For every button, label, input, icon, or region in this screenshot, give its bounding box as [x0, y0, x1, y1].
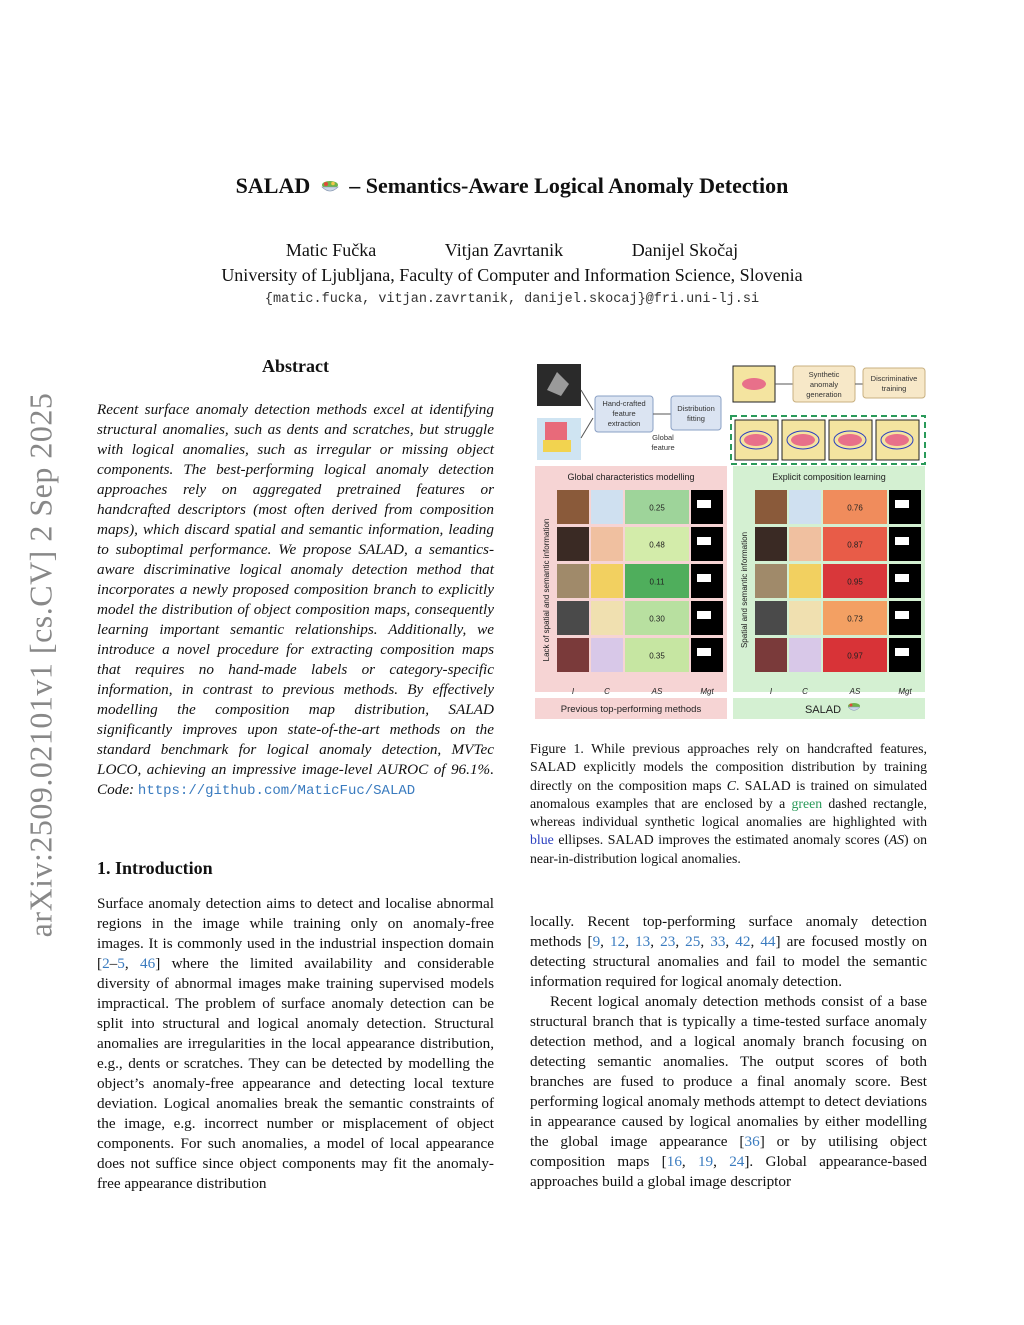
box-label: feature	[612, 409, 636, 418]
anomaly-score-value: 0.76	[847, 503, 863, 513]
author-3: Danijel Skočaj	[631, 240, 739, 260]
citation-separator: ,	[681, 1153, 698, 1170]
citation-separator: ,	[725, 933, 736, 950]
body-text: ]. Global appearance-based approaches build a global image descriptor	[530, 1153, 927, 1190]
input-image-cell	[557, 527, 589, 561]
ground-truth-mask-region	[895, 574, 909, 582]
citation-link[interactable]: 42	[735, 933, 751, 950]
citation-link[interactable]: 23	[660, 933, 676, 950]
input-image-cell	[557, 490, 589, 524]
composition-map-cell	[789, 490, 821, 524]
citation-link[interactable]: 13	[635, 933, 651, 950]
citation-link[interactable]: 5	[117, 955, 125, 972]
ground-truth-mask-region	[895, 537, 909, 545]
composition-map-cell	[591, 638, 623, 672]
body-text: ] or by utilising object composition maps [	[530, 1133, 928, 1170]
input-image-cell	[557, 601, 589, 635]
column-label: Mgt	[898, 687, 912, 696]
box-label: fitting	[687, 414, 705, 423]
ground-truth-mask-region	[895, 500, 909, 508]
synthetic-example-blob	[838, 434, 862, 446]
input-image-cell	[557, 564, 589, 598]
composition-map-cell	[789, 564, 821, 598]
box-label: Distribution	[677, 404, 715, 413]
composition-map-thumb	[543, 440, 571, 452]
composition-map-cell	[591, 527, 623, 561]
synthetic-example-blob	[744, 434, 768, 446]
figure-caption	[530, 740, 927, 868]
synthetic-example-blob	[885, 434, 909, 446]
input-image-cell	[755, 601, 787, 635]
paper-title	[0, 173, 1024, 199]
column-label: I	[769, 687, 773, 696]
body-text: locally. Recent top-performing surface anomaly detection methods [	[530, 913, 927, 950]
discriminative-training-box	[863, 368, 925, 398]
salad-icon	[320, 180, 340, 194]
anomaly-score-value: 0.48	[649, 540, 665, 550]
box-label: Synthetic	[808, 370, 840, 379]
flow-arrow	[581, 418, 593, 438]
citation-separator: ,	[713, 1153, 730, 1170]
citation-separator: ,	[124, 955, 140, 972]
citation-link[interactable]: 12	[610, 933, 626, 950]
global-feature-label: Global	[652, 433, 674, 442]
caption-green-word: green	[791, 795, 823, 811]
right-band-label: Explicit composition learning	[772, 472, 886, 482]
author-emails: {matic.fucka, vitjan.zavrtanik, danijel.skocaj}@fri.uni-lj.si	[264, 292, 760, 307]
composition-map-cell	[789, 527, 821, 561]
ground-truth-mask-region	[895, 611, 909, 619]
arxiv-stamp	[16, 380, 66, 950]
citation-group	[667, 1153, 745, 1170]
ground-truth-mask-region	[895, 648, 909, 656]
input-image-cell	[755, 564, 787, 598]
caption-blue-word: blue	[530, 832, 554, 848]
box-label: extraction	[607, 419, 641, 428]
body-text: Recent logical anomaly detection methods consist of a base structural branch that is typically a time-tested surface anomaly detection method, and a logical anomaly branch focusing on detecting semantic anomalies. The output scores of both branches are fused to produce a final anomaly score. Best performing logical anomaly methods attempt to detect deviations in appearance caused by logical anomalies by either modelling the global image appearance [	[530, 993, 927, 1150]
caption-text: . SALAD is trained on simulated anomalous examples that are enclosed by a	[530, 777, 927, 811]
citation-group	[593, 933, 776, 950]
citation-separator: ,	[625, 933, 636, 950]
composition-map-thumb	[742, 378, 766, 390]
title-part-1: SALAD	[235, 173, 311, 198]
citation-separator: ,	[700, 933, 711, 950]
anomaly-score-value: 0.30	[649, 614, 665, 624]
composition-map-cell	[789, 601, 821, 635]
flow-arrow	[581, 390, 593, 410]
box-label: Hand-crafted	[602, 399, 646, 408]
right-footer-label: SALAD	[804, 704, 842, 716]
anomaly-score-value: 0.73	[847, 614, 863, 624]
column-label: AS	[849, 687, 861, 696]
author-list	[0, 240, 1024, 261]
anomaly-score-value: 0.97	[847, 651, 863, 661]
right-side-label: Spatial and semantic information	[740, 531, 749, 649]
box-label: Discriminative	[870, 374, 918, 383]
caption-text: dashed rectangle, whereas individual synthetic logical anomalies are highlighted with	[530, 795, 927, 830]
figure-1	[533, 360, 929, 722]
left-side-label: Lack of spatial and semantic information	[542, 518, 551, 662]
citation-link[interactable]: 25	[685, 933, 701, 950]
composition-map-cell	[591, 564, 623, 598]
left-footer-label: Previous top-performing methods	[560, 704, 702, 715]
anomaly-score-value: 0.87	[847, 540, 863, 550]
anomaly-score-value: 0.11	[649, 577, 665, 587]
anomaly-score-value: 0.25	[649, 503, 665, 513]
left-grid	[557, 490, 723, 672]
ground-truth-mask-region	[697, 500, 711, 508]
global-feature-label: feature	[651, 443, 675, 452]
input-image-cell	[755, 638, 787, 672]
input-image-cell	[557, 638, 589, 672]
caption-math: AS	[888, 832, 905, 848]
citation-link[interactable]: 46	[140, 955, 156, 972]
intro-text: Surface anomaly detection aims to detect and localise abnormal regions in the image while training only on anomaly-free images. It is commonly used in the industrial inspection domain [	[97, 895, 494, 972]
left-band-label: Global characteristics modelling	[567, 472, 695, 482]
citation-link[interactable]: 9	[592, 933, 601, 950]
synthetic-thumbnails	[735, 420, 919, 460]
composition-map-thumb	[545, 422, 567, 440]
anomaly-score-value: 0.95	[847, 577, 863, 587]
column-label: I	[571, 687, 575, 696]
arxiv-id: arXiv:2509.02101v1 [cs.CV] 2 Sep 2025	[22, 392, 59, 938]
right-grid	[755, 490, 921, 672]
citation-link[interactable]: 33	[710, 933, 726, 950]
abstract-body: Recent surface anomaly detection methods excel at identifying structural anomalies, such as dents and scratches, but struggle with logical anomalies, such as irregular or missing object components. The best-performing logical anomaly detection approaches rely on aggregated pretrained features or handcrafted descriptors (most often derived from composition maps), which discard spatial and semantic information, leading to suboptimal performance. We propose SALAD, a semantics-aware discriminative logical anomaly detection method that incorporates a newly proposed composition branch to explicitly model the distribution of object composition maps, consequently learning important semantic relationships. Additionally, we introduce a novel procedure for extracting composition maps that requires no hand-made labels or category-specific information, in contrast to previous methods. By effectively modelling the composition map distribution, SALAD significantly improves upon state-of-the-art methods on the standard benchmark for logical anomaly detection, MVTec LOCO, achieving an impressive image-level AUROC of 96.1%. Code:	[97, 401, 494, 798]
code-link[interactable]: https://github.com/MaticFuc/SALAD	[137, 783, 416, 799]
caption-text: Figure 1. While previous approaches rely on handcrafted features, SALAD explicitly models the composition distribution by training directly on the composition maps	[530, 741, 927, 793]
column-label: C	[802, 687, 808, 696]
intro-paragraph	[97, 894, 494, 1194]
column-label: C	[604, 687, 610, 696]
citation-link[interactable]: 24	[729, 1153, 745, 1170]
citation-separator: ,	[675, 933, 686, 950]
author-1: Matic Fučka	[285, 240, 377, 260]
caption-math: C	[726, 777, 736, 793]
citation-separator: ,	[650, 933, 661, 950]
anomaly-score-value: 0.35	[649, 651, 665, 661]
right-column-text	[530, 912, 927, 1192]
abstract-text	[97, 400, 494, 801]
citation-separator: ,	[600, 933, 611, 950]
caption-text: ) on near-in-distribution logical anomalies.	[530, 832, 927, 866]
box-label: anomaly	[809, 380, 839, 389]
synthetic-example-blob	[791, 434, 815, 446]
ground-truth-mask-region	[697, 648, 711, 656]
distribution-fitting-box	[671, 396, 721, 430]
citation-link[interactable]: 16	[666, 1153, 682, 1170]
composition-map-cell	[591, 490, 623, 524]
citation-link[interactable]: 44	[760, 933, 776, 950]
ground-truth-mask-region	[697, 611, 711, 619]
composition-map-cell	[789, 638, 821, 672]
title-part-2: – Semantics-Aware Logical Anomaly Detection	[349, 173, 789, 198]
input-image-cell	[755, 490, 787, 524]
composition-map-cell	[591, 601, 623, 635]
column-label: Mgt	[700, 687, 714, 696]
intro-text: ] where the limited availability and considerable diversity of abnormal images make training supervised models impractical. The problem of surface anomaly detection can be split into structural and logical anomaly detection. Structural anomalies are irregularities in the local appearance distribution, e.g., dents or scratches. They can be detected by modelling the object’s anomaly-free appearance and detecting local texture deviation. Logical anomalies break the semantic constraints of the image, e.g. incorrect number or misplacement of object components. For such anomalies, a model of local appearance does not suffice since object components may fit the anomaly-free appearance distribution	[97, 955, 494, 1192]
ground-truth-mask-region	[697, 537, 711, 545]
abstract-heading: Abstract	[262, 356, 329, 376]
author-2: Vitjan Zavrtanik	[444, 240, 564, 260]
citation-link[interactable]: 19	[697, 1153, 714, 1170]
box-label: training	[881, 384, 907, 393]
citation-dash: –	[109, 955, 118, 972]
caption-text: ellipses. SALAD improves the estimated anomaly scores (	[553, 832, 889, 848]
citation-link[interactable]: 2	[102, 955, 110, 972]
input-image-cell	[755, 527, 787, 561]
box-label: generation	[806, 390, 842, 399]
citation-link[interactable]: 36	[744, 1133, 760, 1150]
body-text: ] are focused mostly on detecting structural anomalies and fail to model the semantic information required for logical anomaly detection.	[530, 933, 928, 990]
section-heading-introduction: 1. Introduction	[97, 858, 213, 878]
affiliation: University of Ljubljana, Faculty of Computer and Information Science, Slovenia	[221, 265, 803, 285]
ground-truth-mask-region	[697, 574, 711, 582]
column-label: AS	[651, 687, 663, 696]
citation-separator: ,	[750, 933, 761, 950]
